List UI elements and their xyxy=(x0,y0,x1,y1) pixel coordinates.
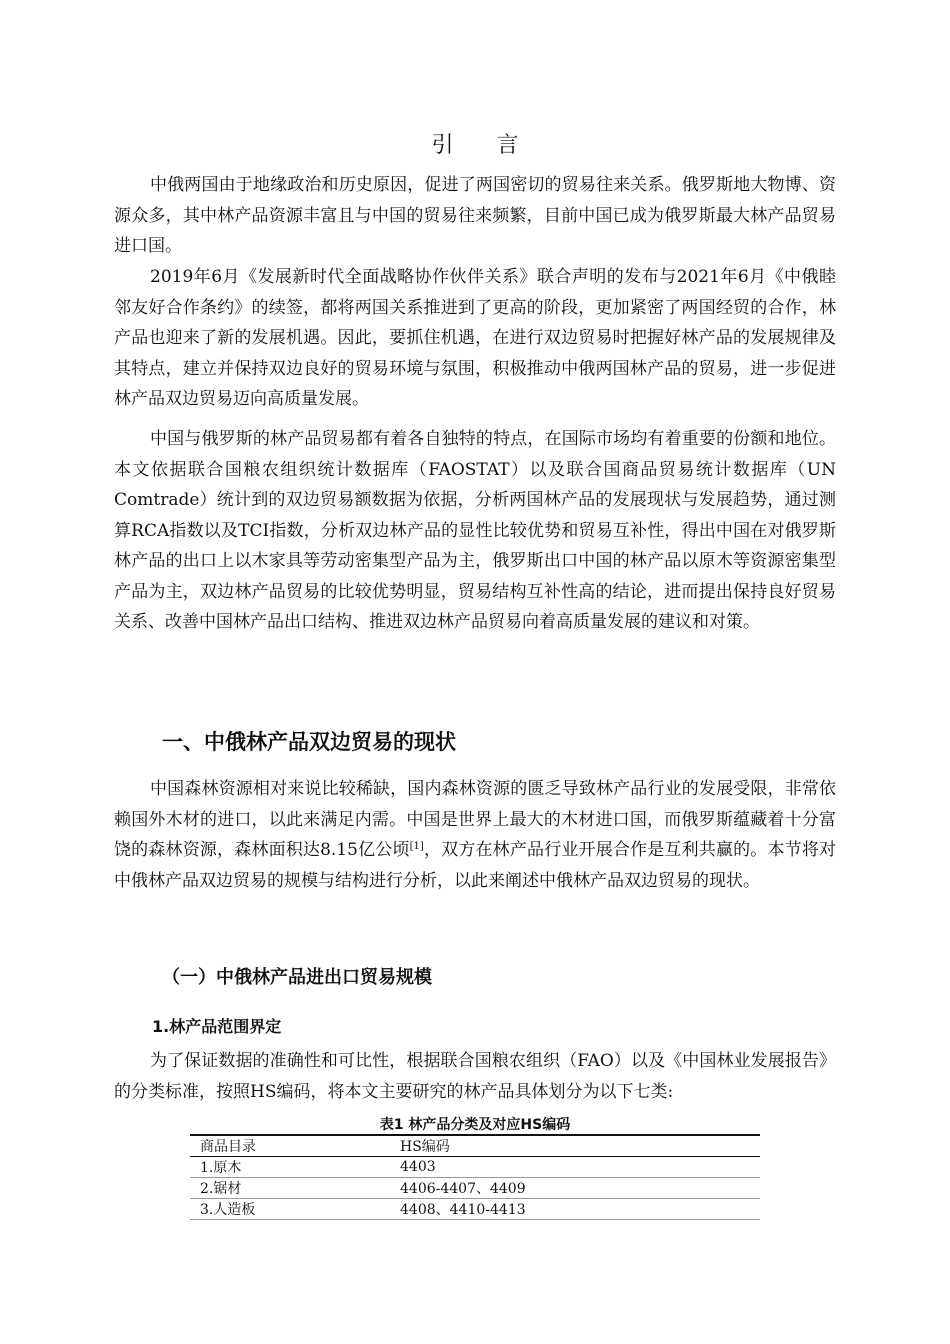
table-cell: 4408、4410-4413 xyxy=(400,1202,526,1218)
table-row xyxy=(190,1157,760,1178)
table-cell: 4403 xyxy=(400,1159,436,1175)
intro-title: 引 言 xyxy=(431,133,537,158)
table-row xyxy=(190,1178,760,1199)
table-1 xyxy=(190,1134,760,1220)
table-cell: 1.原木 xyxy=(200,1160,242,1176)
section-1-paragraph xyxy=(114,774,836,896)
table-cell: 2.锯材 xyxy=(200,1181,242,1197)
intro-paragraph-1: 中俄两国由于地缘政治和历史原因，促进了两国密切的贸易往来关系。俄罗斯地大物博、资源众多，其中林产品资源丰富且与中国的贸易往来频繁，目前中国已成为俄罗斯最大林产品贸易进口国。 xyxy=(114,175,836,256)
table-header-cell: HS编码 xyxy=(400,1139,450,1155)
subsection-1-subheading: 1.林产品范围界定 xyxy=(152,1017,282,1036)
table-row xyxy=(190,1199,760,1220)
citation-ref-1: [1] xyxy=(409,841,424,852)
intro-paragraph-2: 2019年6月《发展新时代全面战略协作伙伴关系》联合声明的发布与2021年6月《中俄睦邻友好合作条约》的续签，都将两国关系推进到了更高的阶段，更加紧密了两国经贸的合作，林产品也迎来了新的发展机遇。因此，要抓住机遇，在进行双边贸易时把握好林产品的发展规律及其特点，建立并保持双边良好的贸易环境与氛围，积极推动中俄两国林产品的贸易，进一步促进林产品双边贸易迈向高质量发展。 xyxy=(114,267,836,409)
table-1-caption: 表1 林产品分类及对应HS编码 xyxy=(379,1117,571,1133)
subsection-1-paragraph: 为了保证数据的准确性和可比性，根据联合国粮农组织（FAO）以及《中国林业发展报告》的分类标准，按照HS编码，将本文主要研究的林产品具体划分为以下七类: xyxy=(114,1051,836,1102)
table-cell: 4406-4407、4409 xyxy=(400,1181,526,1197)
section-1-text-b: ，双方在林产品行业开展合作是互利共赢的。本节将对中俄林产品双边贸易的规模与结构进行分析，以此来阐述中俄林产品双边贸易的现状。 xyxy=(114,840,836,891)
table-cell: 3.人造板 xyxy=(200,1202,256,1218)
table-header-cell: 商品目录 xyxy=(200,1139,256,1155)
intro-paragraph-3: 中国与俄罗斯的林产品贸易都有着各自独特的特点，在国际市场均有着重要的份额和地位。本文依据联合国粮农组织统计数据库（FAOSTAT）以及联合国商品贸易统计数据库（UN Comtrade）统计到的双边贸易额数据为依据，分析两国林产品的发展现状与发展趋势，通过测算RCA指数以及TCI指数，分析双边林产品的显性比较优势和贸易互补性，得出中国在对俄罗斯林产品的出口上以木家具等劳动密集型产品为主，俄罗斯出口中国的林产品以原木等资源密集型产品为主，双边林产品贸易的比较优势明显，贸易结构互补性高的结论，进而提出保持良好贸易关系、改善中国林产品出口结构、推进双边林产品贸易向着高质量发展的建议和对策。 xyxy=(114,429,836,632)
table-header-row xyxy=(190,1135,760,1157)
section-1-text-a: 中国森林资源相对来说比较稀缺，国内森林资源的匮乏导致林产品行业的发展受限，非常依赖国外木材的进口，以此来满足内需。中国是世界上最大的木材进口国，而俄罗斯蕴藏着十分富饶的森林资源，森林面积达8.15亿公顷 xyxy=(114,779,836,860)
section-1-heading: 一、中俄林产品双边贸易的现状 xyxy=(162,730,456,754)
subsection-1-heading: （一）中俄林产品进出口贸易规模 xyxy=(162,967,432,988)
